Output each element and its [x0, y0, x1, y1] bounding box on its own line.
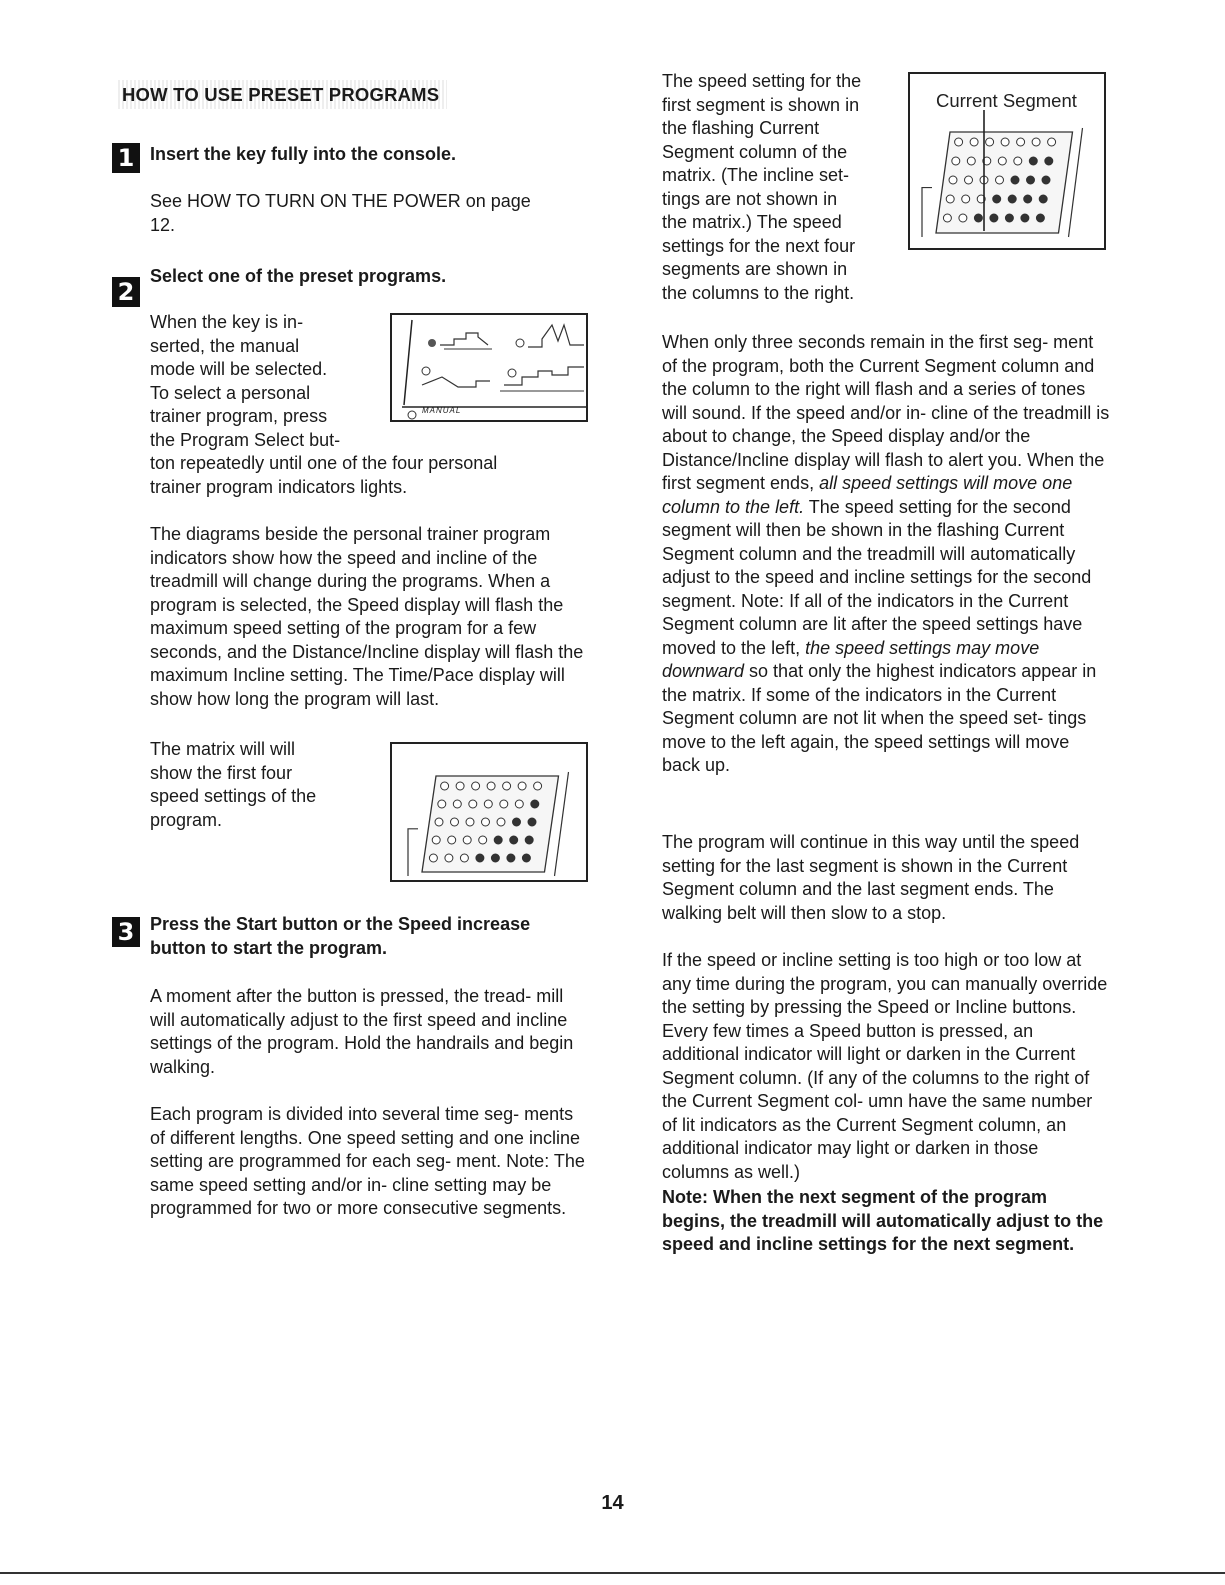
program-indicators-drawing — [392, 315, 586, 420]
right-note-bold: Note: When the next segment of the program begins, the treadmill will automatically adjust to the speed and incline settings for the next segment. — [662, 1187, 1104, 1254]
wrap-line: The speed setting for the — [662, 71, 862, 91]
right-paragraph-2: The program will continue in this way until the speed setting for the last segment is shown in the Current Segment column and the last segment ends. The walking belt will then slow to a stop. — [662, 832, 1080, 923]
wrap-line: mode will be selected. — [150, 359, 328, 379]
right-paragraph-1-text: The speed setting for the second segment will then be shown in the flashing Current Segment column and the treadmill will automatically adjust to the speed and incline settings for the second segment. Note: If all of the indicators in the Current Segment column are lit after the speed settings have moved to the left, — [662, 496, 1092, 658]
current-segment-wrap-text — [662, 70, 861, 305]
wrap-line: segments are shown in — [662, 259, 848, 279]
step-2-wrap-tail: ton repeatedly until one of the four personal trainer program indicators lights. — [150, 453, 498, 497]
wrap-line: When the key is in- — [150, 312, 304, 332]
wrap-line: the matrix.) The speed — [662, 212, 842, 232]
right-paragraph-1-text: so that only the highest indicators appear in the matrix. If some of the indicators in the Current Segment column are not lit when the speed set- tings move to the left again, the speed settings will move back up. — [662, 661, 1097, 775]
wrap-line: serted, the manual — [150, 335, 300, 356]
speed-matrix-figure — [390, 742, 588, 882]
matrix-line: speed settings of the — [150, 786, 317, 806]
section-title: HOW TO USE PRESET PROGRAMS — [118, 80, 447, 109]
wrap-line: To select a personal — [150, 382, 311, 403]
wrap-line: trainer program, press — [150, 406, 328, 426]
wrap-line: tings are not shown in — [662, 188, 838, 209]
program-indicators-figure — [390, 313, 588, 422]
current-segment-label: Current Segment — [936, 90, 1077, 111]
step-3-heading-line-2: button to start the program. — [150, 938, 387, 958]
step-3-paragraph-2: Each program is divided into several time seg- ments of different lengths. One speed setting and one incline setting are programmed for each seg- ment. Note: The same speed setting and/or in- cline setting may be programmed for two or more consecutive segments. — [150, 1104, 585, 1218]
step-2-paragraph: The diagrams beside the personal trainer program indicators show how the speed and incline of the treadmill will change during the programs. When a program is selected, the Speed display will flash the maximum speed setting of the program for a few seconds, and the Distance/Incline display will flash the maximum Incline setting. The Time/Pace display will show how long the program will last. — [150, 524, 584, 709]
matrix-line: show the first four — [150, 762, 293, 783]
step-1-number: 1 — [112, 143, 140, 173]
page-bottom-rule — [0, 1572, 1225, 1574]
current-segment-figure — [908, 72, 1106, 250]
wrap-line: the flashing Current — [662, 118, 820, 138]
right-paragraph-1 — [662, 331, 1110, 778]
step-2-number: 2 — [112, 277, 140, 307]
speed-matrix-drawing — [392, 744, 586, 880]
right-paragraph-1-text: When only three seconds remain in the first seg- ment of the program, both the Current Segment column and the column to the right will flash and a series of tones will sound. If the speed and/or in- cline of the treadmill is about to change, the Speed display and/or the Distance/Incline display will flash to alert you. When the first segment ends, — [662, 332, 1110, 493]
wrap-line: settings for the next four — [662, 235, 856, 256]
step-3-paragraph-1: A moment after the button is pressed, the tread- mill will automatically adjust to the first speed and incline settings of the program. Hold the handrails and begin walking. — [150, 986, 574, 1077]
step-3-number: 3 — [112, 917, 140, 947]
matrix-intro-text — [150, 738, 316, 832]
right-paragraph-1-emphasis: all speed settings will move one column to the left. — [662, 473, 1073, 517]
step-1-heading: Insert the key fully into the console. — [150, 144, 457, 164]
right-paragraph-1-emphasis: the speed settings may move downward — [662, 637, 1040, 681]
wrap-line: matrix. (The incline set- — [662, 165, 850, 185]
step-3-heading-line-1: Press the Start button or the Speed increase — [150, 914, 531, 934]
page-number: 14 — [601, 1492, 624, 1514]
step-1-text: See HOW TO TURN ON THE POWER on page 12. — [150, 191, 531, 235]
wrap-line: the Program Select but- — [150, 429, 341, 450]
step-2-wrap-text — [150, 311, 340, 452]
wrap-line: first segment is shown in — [662, 94, 860, 115]
step-2-heading: Select one of the preset programs. — [150, 266, 447, 286]
right-paragraph-3: If the speed or incline setting is too high or too low at any time during the program, you can manually override the setting by pressing the Speed or Incline buttons. Every few times a Speed button is pressed, an additional indicator will light or darken in the Current Segment column. (If any of the columns to the right of the Current Segment col- umn have the same number of lit indicators as the Current Segment column, an additional indicator may light or darken in those columns as well.) — [662, 950, 1108, 1182]
matrix-line: The matrix will will — [150, 739, 296, 759]
manual-label: MANUAL — [422, 406, 462, 415]
wrap-line: Segment column of the — [662, 141, 848, 162]
current-segment-drawing — [910, 74, 1104, 248]
wrap-line: the columns to the right. — [662, 282, 855, 303]
matrix-line: program. — [150, 809, 223, 830]
